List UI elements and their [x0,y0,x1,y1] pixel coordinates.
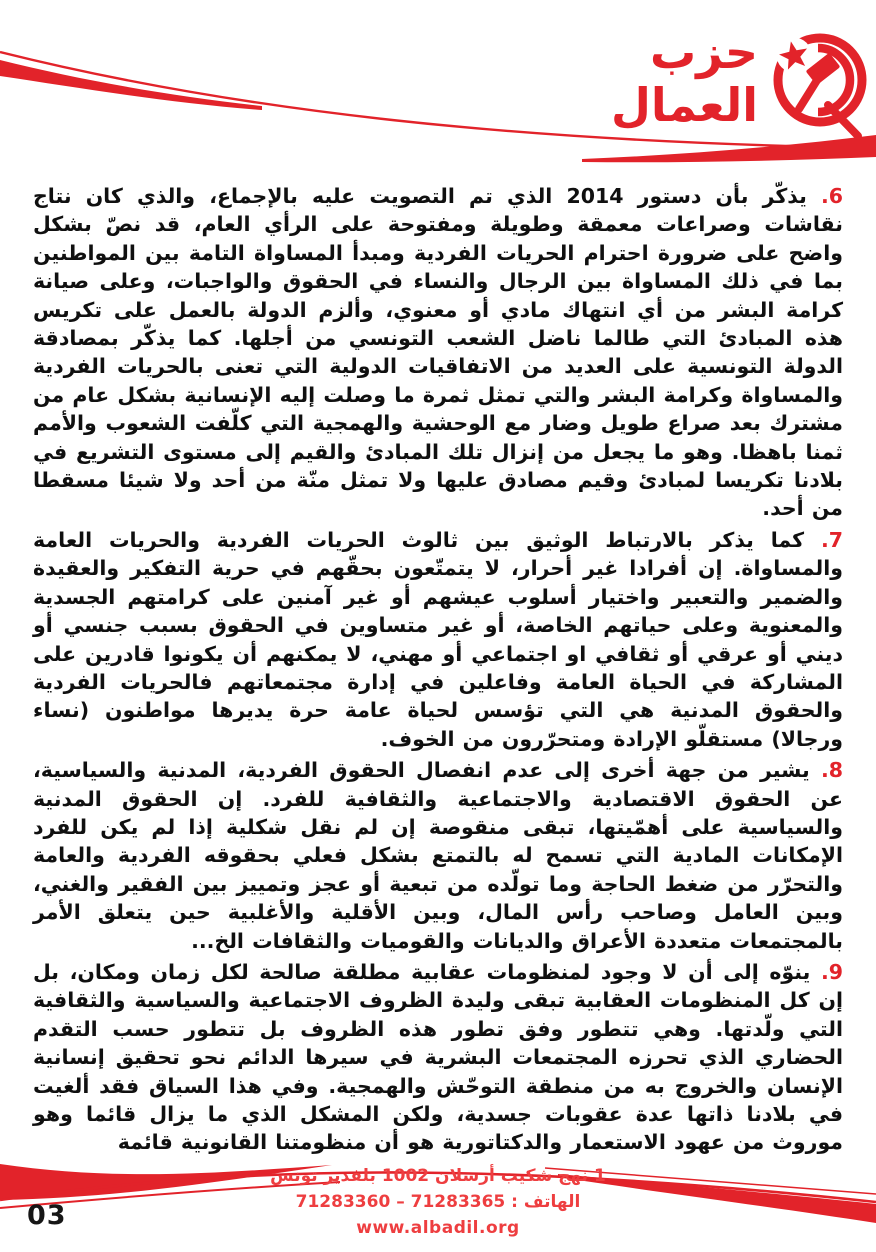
paragraph-9-number: 9. [820,959,843,984]
paragraph-9 [33,958,843,1157]
paragraph-6-number: 6. [820,184,844,208]
footer-website-link[interactable]: www.albadil.org [356,1218,520,1238]
paragraph-8-text: يشير من جهة أخرى إلى عدم انفصال الحقوق الفردية، المدنية والسياسية، عن الحقوق الاقتصادية والاجتماعية والثقافية للفرد. إن الحقوق المدنية والسياسية على أهمّيتها، تبقى منقوصة إن لم نقل شكلية إذا لم يكن للفرد الإمكانات المادية التي تسمح له بالتمتع بشكل فعلي بحقوقه الفردية والعامة والتحرّر من ضغط الحاجة وما تولّده من تبعية أو عجز وتمييز بين الفقير والغني، وبين العامل وصاحب رأس المال، وبين الأقلية والأغلبية حين يتعلق الأمر بالمجتمعات متعددة الأعراق والديانات والقوميات والثقافات الخ... [33,758,843,953]
hammer-sickle-star-emblem-icon [768,20,872,146]
party-name-line2: العمال [610,78,758,132]
footer-contact [0,1163,876,1241]
paragraph-7-number: 7. [820,527,843,552]
footer-address: 1 نهج شكيب أرسلان 1002 بلفدير تونس [270,1166,606,1186]
paragraph-7-text: كما يذكر بالارتباط الوثيق بين ثالوث الحريات الفردية والحريات العامة والمساواة. إن أفرادا غير أحرار، لا يتمتّعون بحقّهم في حرية التفكير والعقيدة والضمير والتعبير واختيار أسلوب عيشهم أو غير آمنين على كرامتهم الجسدية والمعنوية وعلى حياتهم الخاصة، أو غير متساوين في الحقوق بسبب جنسي أو ديني أو عرقي أو ثقافي او اجتماعي أو مهني، لا يمكنهم أن يكونوا قادرين على المشاركة في الحياة العامة وفاعلين في إدارة مجتمعاتهم فالحريات الفردية والحقوق المدنية هي التي تؤسس لحياة عامة حرة يديرها مواطنون (نساء ورجالا) مستقلّو الإرادة ومتحرّرون من الخوف. [33,527,843,751]
party-name [611,26,758,132]
body-text [33,182,843,1160]
party-name-line1: حزب [650,25,758,79]
paragraph-6-text: يذكّر بأن دستور 2014 الذي تم التصويت عليه بالإجماع، والذي كان نتاج نقاشات وصراعات معمقة وطويلة ومفتوحة على الرأي العام، قد نصّ بشكل واضح على ضرورة احترام الحريات الفردية ومبدأ المساواة التامة بين المواطنين بما في ذلك المساواة بين الرجال والنساء في الحقوق والواجبات، وعلى صيانة كرامة البشر من أي انتهاك مادي أو معنوي، وألزم الدولة بالعمل على تكريس هذه المبادئ التي طالما ناضل الشعب التونسي من أجلها. كما يذكّر بمصادقة الدولة التونسية على العديد من الاتفاقيات الدولية التي تعنى بالحريات الفردية والمساواة وكرامة البشر والتي تمثل ثمرة ما وصلت إليه الإنسانية بشكل عام من مشترك بعد صراع طويل وضار مع الوحشية والهمجية التي كلّفت الشعوب والأمم ثمنا باهظا. وهو ما يجعل من إنزال تلك المبادئ والقيم إلى مستوى التشريع في بلادنا تكريسا لمبادئ وقيم مصادق عليها ولا تمثل منّة من أحد ولا شيئا مسقطا من أحد. [33,184,843,521]
paragraph-8 [33,756,843,955]
paragraph-6 [33,182,843,523]
paragraph-9-text: ينوّه إلى أن لا وجود لمنظومات عقابية مطلقة صالحة لكل زمان ومكان، بل إن كل المنظومات العقابية تبقى وليدة الظروف الاجتماعية والسياسية والثقافية التي ولّدتها. وهي تتطور وفق تطور هذه الظروف بل تتطور حسب التقدم الحضاري الذي تحرزه المجتمعات البشرية في سيرها الدائم نحو تحقيق إنسانية الإنسان والخروج به من منطقة التوحّش والهمجية. وفي هذا السياق فقد ألغيت في بلادنا ذاتها عدة عقوبات جسدية، ولكن المشكل الذي ما يزال قائما وهو موروث من عهود الاستعمار والدكتاتورية هو أن منظومتنا القانونية قائمة [33,959,843,1155]
paragraph-8-number: 8. [820,758,843,783]
footer-phone: الهاتف : 71283365 – 71283360 [295,1192,581,1212]
page-number: 03 [27,1200,67,1231]
paragraph-7 [33,526,843,753]
